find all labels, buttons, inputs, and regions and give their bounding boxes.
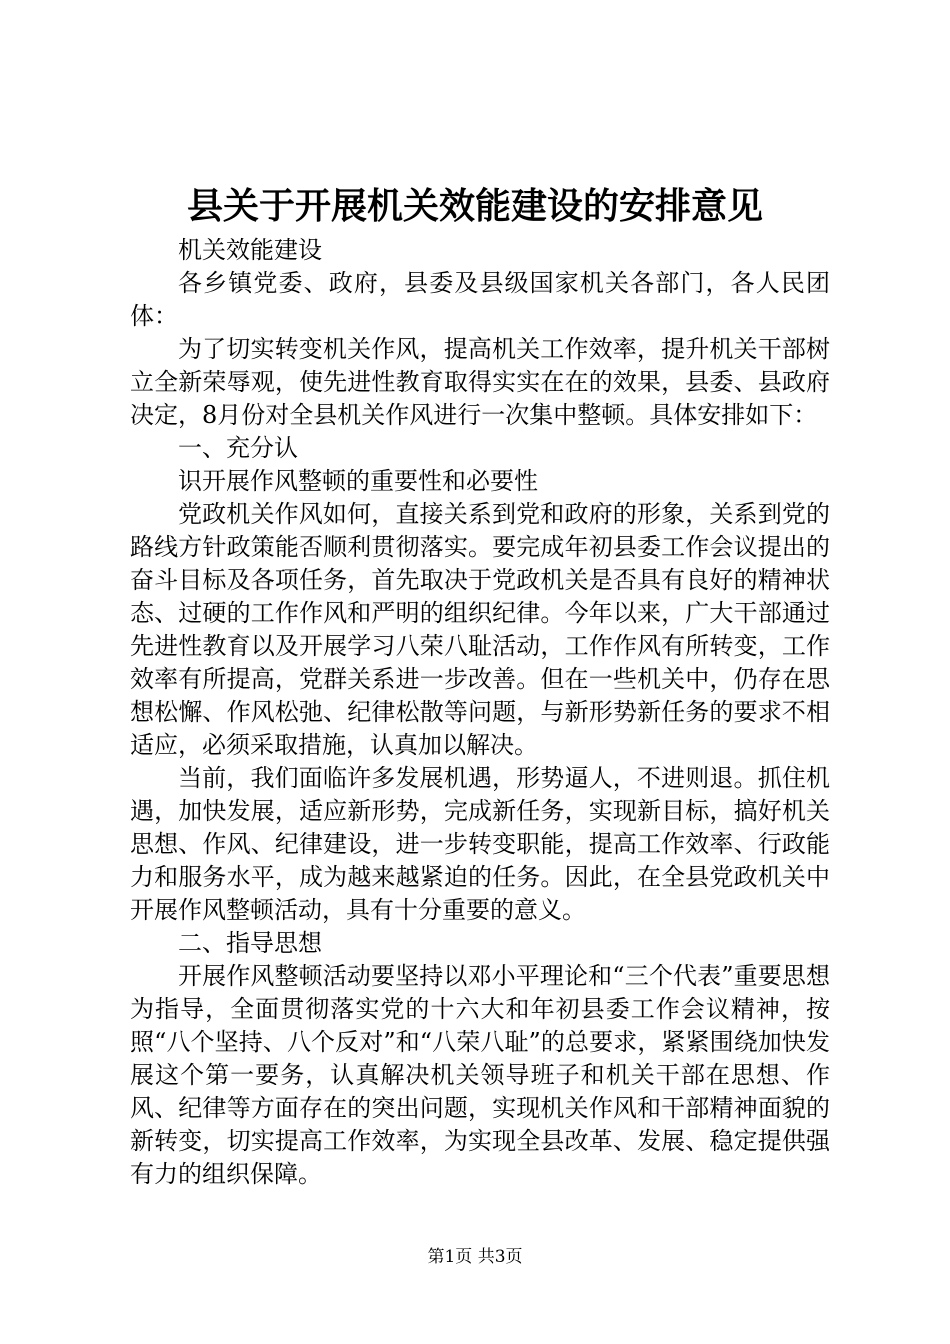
page-number-footer: 第1页 共3页 [427, 1247, 523, 1267]
intro-paragraph: 为了切实转变机关作风，提高机关工作效率，提升机关干部树立全新荣辱观，使先进性教育取得实实在在的效果，县委、县政府决定，8月份对全县机关作风进行一次集中整顿。具体安排如下： [130, 335, 830, 429]
salutation-paragraph: 各乡镇党委、政府，县委及县级国家机关各部门，各人民团体： [130, 269, 830, 330]
document-title: 县关于开展机关效能建设的安排意见 [186, 186, 763, 227]
section-subtitle: 机关效能建设 [178, 236, 322, 264]
section-heading-1-part1: 一、充分认 [178, 434, 298, 462]
section-heading-1-part2: 识开展作风整顿的重要性和必要性 [178, 467, 538, 495]
body-paragraph: 当前，我们面临许多发展机遇，形势逼人，不进则退。抓住机遇，加快发展，适应新形势，完成新任务，实现新目标，搞好机关思想、作风、纪律建设，进一步转变职能，提高工作效率、行政能力和服务水平，成为越来越紧迫的任务。因此，在全县党政机关中开展作风整顿活动，具有十分重要的意义。 [130, 764, 830, 924]
body-paragraph: 党政机关作风如何，直接关系到党和政府的形象，关系到党的路线方针政策能否顺利贯彻落实。要完成年初县委工作会议提出的奋斗目标及各项任务，首先取决于党政机关是否具有良好的精神状态、过硬的工作作风和严明的组织纪律。今年以来，广大干部通过先进性教育以及开展学习八荣八耻活动，工作作风有所转变，工作效率有所提高，党群关系进一步改善。但在一些机关中，仍存在思想松懈、作风松弛、纪律松散等问题，与新形势新任务的要求不相适应，必须采取措施，认真加以解决。 [130, 500, 830, 759]
section-heading-2: 二、指导思想 [178, 929, 322, 957]
document-body [130, 234, 830, 1191]
body-paragraph: 开展作风整顿活动要坚持以邓小平理论和“三个代表”重要思想为指导，全面贯彻落实党的十六大和年初县委工作会议精神，按照“八个坚持、八个反对”和“八荣八耻”的总要求，紧紧围绕加快发展这个第一要务，认真解决机关领导班子和机关干部在思想、作风、纪律等方面存在的突出问题，实现机关作风和干部精神面貌的新转变，切实提高工作效率，为实现全县改革、发展、稳定提供强有力的组织保障。 [130, 962, 830, 1188]
